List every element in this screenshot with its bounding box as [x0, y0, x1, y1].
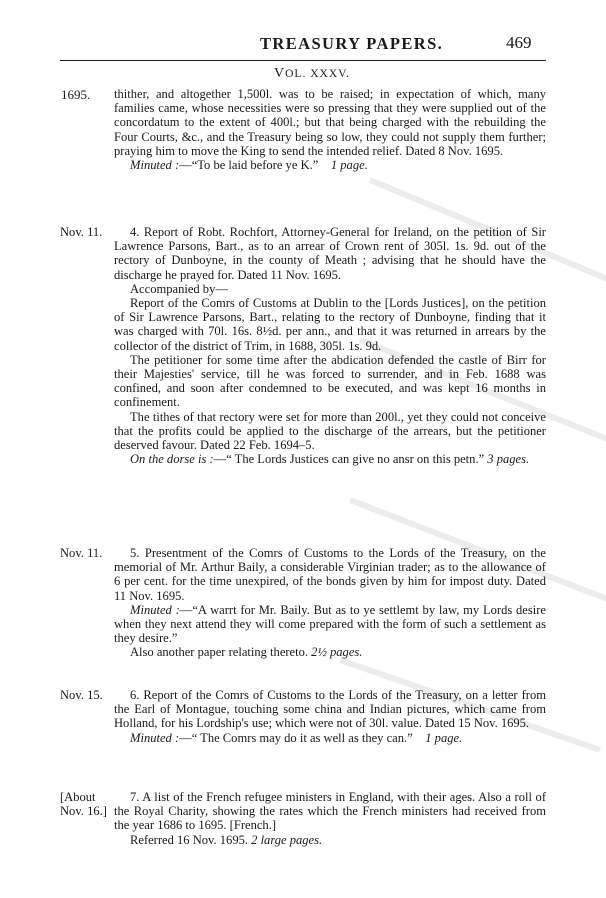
margin-year: 1695. [61, 87, 91, 102]
entry-date: Nov. 11. [60, 225, 103, 239]
entry-body [114, 790, 546, 847]
header-rule [60, 60, 546, 61]
entry-body [114, 546, 546, 660]
dorse-text: —“ The Lords Justices can give no ansr on this petn.” [213, 452, 485, 467]
entry-paragraph: Report of the Comrs of Customs at Dublin to the [Lords Justices], on the petition of Sir Lawrence Parsons, Bart., relating to the rectory of Dunboyne, finding that it was charged with 70l. 16s. 8½d. per ann., and that it was returned in arrears by the collector of the district of Trim, in 1688, 305l. 1s. 9d. [114, 296, 546, 353]
page-count: 1 page. [425, 730, 463, 745]
entry-body [114, 87, 546, 172]
minute-text: —“To be laid before ye K.” [179, 158, 319, 173]
running-title: TREASURY PAPERS. [260, 34, 444, 53]
minute-line [114, 158, 546, 172]
entry-date-line: Nov. 16.] [60, 804, 107, 819]
volume-heading [274, 66, 350, 82]
volume-rest: OL. XXXV. [285, 68, 350, 80]
page-count: 1 page. [330, 158, 368, 173]
continuation-text: thither, and altogether 1,500l. was to be raised; in expectation of which, many families came, whose necessities were so pressing that they were supplied out of the concordatum to the extent of 400l.; but that being charged with the rebuilding the Four Courts, &c., and the Treasury being so low, they could not supply them further; praying him to move the King to send the intended relief. Dated 8 Nov. 1695. [114, 87, 546, 158]
entry-text: Referred 16 Nov. 1695. [130, 832, 249, 847]
entry-date-line: [About [60, 790, 96, 804]
entry-paragraph [114, 645, 546, 659]
minute-line [114, 731, 546, 745]
entry-paragraph: The petitioner for some time after the abdication defended the castle of Birr for their Majesties' service, till he was forced to surrender, and in Feb. 1688 was confined, and soon after condemned to be executed, and was kept 16 months in confinement. [114, 352, 546, 410]
dorse-line [114, 452, 546, 466]
entry-date: Nov. 11. [60, 546, 103, 560]
page-count: 2½ pages. [311, 645, 363, 660]
entry-paragraph: 6. Report of the Comrs of Customs to the Lords of the Treasury, on a letter from the Earl of Montague, touching some china and Indian pictures, which came from Holland, for his Lordship's use; which were not of 30l. value. Dated 15 Nov. 1695. [114, 688, 546, 731]
entry-paragraph: 5. Presentment of the Comrs of Customs to the Lords of the Treasury, on the memorial of Mr. Arthur Baily, a considerable Virginian trader; as to the allowance of 6 per cent. for the time unexpired, of the bonds given by him for impost duty. Dated 11 Nov. 1695. [114, 546, 546, 603]
entry-paragraph: 4. Report of Robt. Rochfort, Attorney-General for Ireland, on the petition of Sir Lawrence Parsons, Bart., as to an arrear of Crown rent of 305l. 1s. 9d. out of the rectory of Dunboyne, in the county of Meath ; advising that he should have the discharge he prayed for. Dated 11 Nov. 1695. [114, 225, 546, 282]
entry-text: Also another paper relating thereto. [130, 645, 309, 660]
entry-paragraph: 7. A list of the French refugee ministers in England, with their ages. Also a roll of the Royal Charity, showing the rates which the French ministers had received from the year 1686 to 1695. [French.] [114, 790, 546, 833]
entry-paragraph: The tithes of that rectory were set for more than 200l., yet they could not conceive that the profits could be applied to the discharge of the arrears, but the petitioner deserved favour. Dated 22 Feb. 1694–5. [114, 409, 546, 453]
entry-paragraph: Accompanied by— [130, 281, 228, 296]
minute-text: —“A warrt for Mr. Baily. But as to ye settlemt by law, my Lords desire when they next attend they will come prepared with the form of such a settlement as they desire.” [114, 602, 546, 646]
entry-body [114, 688, 546, 745]
minute-line [114, 603, 546, 646]
page-count: 3 pages. [487, 452, 530, 467]
minute-text: —“ The Comrs may do it as well as they can.” [179, 730, 413, 745]
entry-date: Nov. 15. [60, 688, 103, 702]
page-count: 2 large pages. [251, 832, 323, 847]
page-number: 469 [506, 33, 532, 52]
entry-body [114, 225, 546, 466]
entry-date [60, 790, 110, 818]
volume-prefix: V [274, 66, 286, 81]
entry-paragraph [114, 833, 546, 847]
minute-label: Minuted : [130, 602, 180, 617]
minute-label: Minuted : [130, 158, 180, 173]
dorse-label: On the dorse is : [130, 452, 214, 467]
minute-label: Minuted : [130, 730, 180, 745]
